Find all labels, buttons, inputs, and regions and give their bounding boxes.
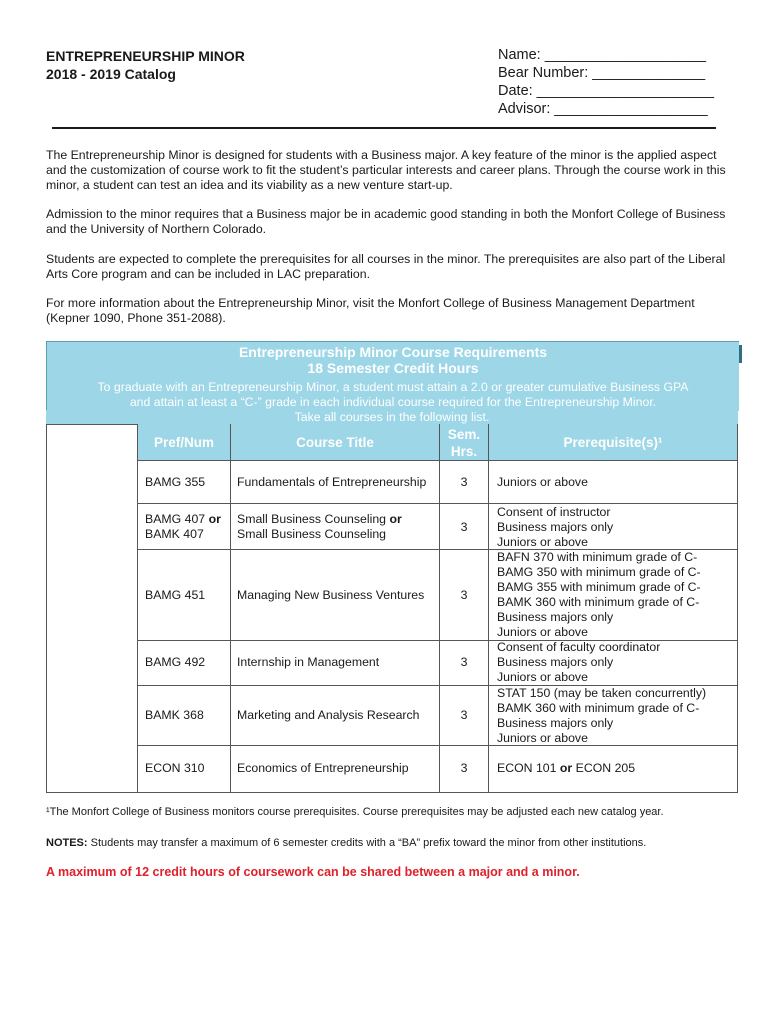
contact-paragraph: For more information about the Entrepreneurship Minor, visit the Monfort College of Business Management Department (Kepner 1090, Phone 351-2088).	[46, 296, 695, 325]
row-divider	[137, 503, 738, 504]
course-title-option: Small Business Counseling	[237, 527, 387, 541]
transfer-notes	[46, 836, 736, 850]
course-title-option: Small Business Counseling	[237, 512, 387, 526]
column-header-hours	[440, 426, 488, 460]
prerequisite-item	[497, 761, 635, 776]
course-number: BAMK 368	[145, 708, 204, 722]
prerequisite-item: Juniors or above	[497, 535, 588, 549]
course-prerequisites	[497, 640, 660, 685]
course-number: ECON 310	[145, 761, 205, 775]
gpa-requirement-line-1: To graduate with an Entrepreneurship Minor, a student must attain a 2.0 or greater cumulative Business GPA	[97, 380, 689, 394]
column-header-hours-line-2: Hrs.	[450, 444, 478, 459]
requirements-header	[46, 341, 739, 411]
intro-paragraph: The Entrepreneurship Minor is designed for students with a Business major. A key feature of the minor is the applied aspect and the customization of course work to fit the student’s particular interests and career plans. Through the course work in this minor, a student can test an idea and its viability as a new venture start-up.	[46, 148, 726, 192]
gpa-requirement-line-2: and attain at least a “C-” grade in each individual course required for the Entrepreneurship Minor.	[129, 395, 657, 409]
prerequisite-item: BAMK 360 with minimum grade of C-	[497, 595, 700, 609]
prerequisite-item: BAMG 355 with minimum grade of C-	[497, 580, 701, 594]
course-title: Managing New Business Ventures	[237, 588, 425, 602]
course-hours: 3	[460, 708, 468, 722]
course-prerequisites	[497, 550, 701, 640]
document-title-block	[46, 47, 245, 83]
or-connector: or	[208, 512, 221, 526]
course-number: BAMG 451	[145, 588, 206, 602]
prerequisite-item: Juniors or above	[497, 625, 588, 639]
course-hours: 3	[460, 588, 468, 602]
course-title: Economics of Entrepreneurship	[237, 761, 409, 775]
course-title: Marketing and Analysis Research	[237, 708, 420, 722]
prerequisite-item: STAT 150 (may be taken concurrently)	[497, 686, 707, 700]
course-hours: 3	[460, 761, 468, 775]
document-title: ENTREPRENEURSHIP MINOR	[46, 48, 245, 64]
column-divider	[488, 424, 489, 793]
or-connector: or	[559, 761, 573, 775]
prerequisite-item: Juniors or above	[497, 670, 588, 684]
requirements-title-block	[47, 344, 739, 376]
prerequisite-item: BAFN 370 with minimum grade of C-	[497, 550, 698, 564]
course-number-option: BAMK 407	[145, 527, 204, 541]
prerequisite-option: ECON 101	[497, 761, 557, 775]
advisor-field[interactable]: Advisor: ___________________	[498, 101, 708, 117]
course-title: Internship in Management	[237, 655, 380, 669]
prerequisite-item: Juniors or above	[497, 731, 588, 745]
prerequisite-item: Juniors or above	[497, 475, 588, 489]
prerequisite-footnote: ¹The Monfort College of Business monitors course prerequisites. Course prerequisites may be adjusted each new catalog year.	[46, 806, 664, 818]
date-field[interactable]: Date: ______________________	[498, 83, 715, 99]
course-title: Fundamentals of Entrepreneurship	[237, 475, 427, 489]
gpa-requirement	[47, 380, 739, 410]
prerequisites-paragraph: Students are expected to complete the prerequisites for all courses in the minor. The prerequisites are also part of the Liberal Arts Core program and can be included in LAC preparation.	[46, 252, 726, 281]
prerequisite-item: Consent of faculty coordinator	[497, 640, 661, 654]
course-prerequisites	[497, 505, 613, 550]
course-hours: 3	[460, 655, 468, 669]
prerequisite-item: BAMK 360 with minimum grade of C-	[497, 701, 700, 715]
course-prerequisites	[497, 761, 635, 776]
column-divider	[137, 424, 138, 793]
course-hours: 3	[460, 475, 468, 489]
or-connector: or	[389, 512, 402, 526]
header-divider	[52, 127, 716, 129]
student-info-block	[498, 46, 714, 118]
notes-text: Students may transfer a maximum of 6 semester credits with a “BA” prefix toward the minor from other institutions.	[87, 837, 647, 849]
prerequisite-item: Business majors only	[497, 655, 614, 669]
column-header-pref: Pref/Num	[153, 435, 214, 450]
requirements-title: Entrepreneurship Minor Course Requirements	[238, 344, 548, 360]
prerequisite-item: Business majors only	[497, 610, 614, 624]
admission-paragraph: Admission to the minor requires that a Business major be in academic good standing in both the Monfort College of Business and the University of Northern Colorado.	[46, 207, 726, 236]
course-hours: 3	[460, 520, 468, 534]
column-header-title: Course Title	[296, 435, 374, 450]
prerequisite-option: ECON 205	[575, 761, 636, 775]
course-number: BAMG 355	[145, 475, 206, 489]
prerequisite-item: Business majors only	[497, 716, 614, 730]
bear-number-field[interactable]: Bear Number: ______________	[498, 65, 706, 81]
column-header-hours-line-1: Sem.	[447, 427, 481, 442]
column-header-prereq: Prerequisite(s)¹	[563, 435, 663, 450]
shared-credit-warning: A maximum of 12 credit hours of coursework can be shared between a major and a minor.	[46, 865, 580, 879]
name-field[interactable]: Name: ____________________	[498, 47, 707, 63]
column-divider	[230, 424, 231, 793]
course-prerequisites	[497, 475, 588, 490]
prerequisite-item: BAMG 350 with minimum grade of C-	[497, 565, 701, 579]
catalog-year: 2018 - 2019 Catalog	[46, 66, 176, 82]
course-number-option: BAMG 407	[145, 512, 206, 526]
course-number: BAMG 492	[145, 655, 206, 669]
course-number	[145, 512, 221, 542]
notes-label: NOTES:	[46, 837, 88, 849]
take-all-courses-note: Take all courses in the following list.	[46, 410, 738, 424]
credit-hours-title: 18 Semester Credit Hours	[307, 360, 479, 376]
course-title	[237, 512, 402, 542]
row-divider	[137, 460, 738, 461]
prerequisite-item: Business majors only	[497, 520, 614, 534]
prerequisite-item: Consent of instructor	[497, 505, 611, 519]
course-prerequisites	[497, 686, 706, 746]
